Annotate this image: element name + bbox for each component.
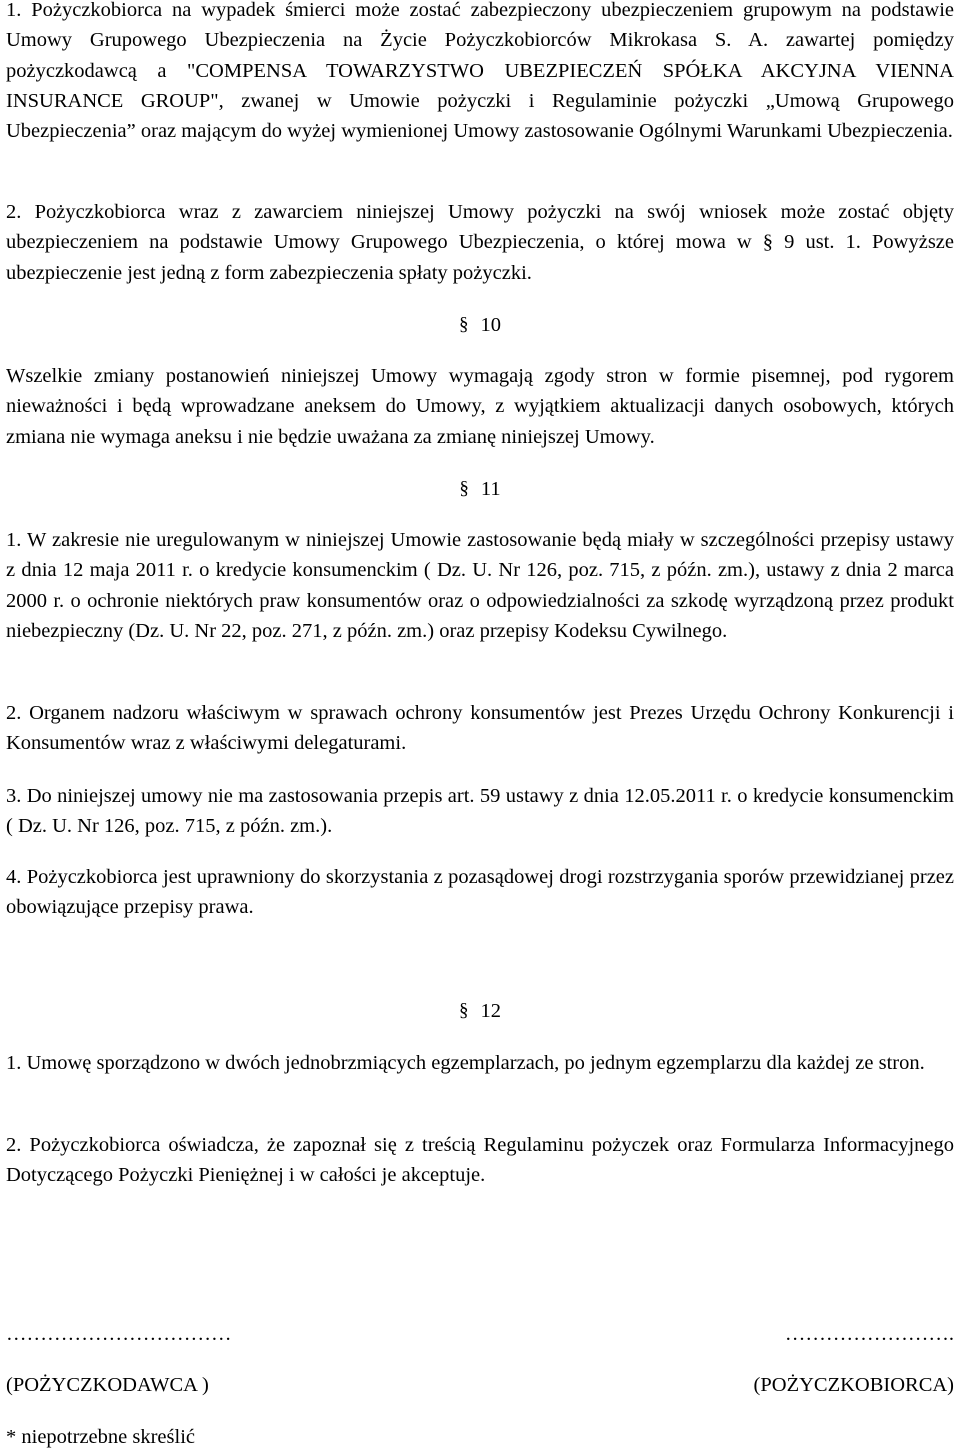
section-12-number: 12	[480, 1000, 501, 1022]
section-sign: §	[459, 1000, 469, 1021]
section-12-item-2: 2. Pożyczkobiorca oświadcza, że zapoznał się z treścią Regulaminu pożyczek oraz Formularza Informacyjnego Dotyczącego Pożyczki Pieniężnej i w całości je akceptuje.	[6, 1134, 954, 1187]
section-10-heading	[6, 310, 954, 340]
signature-label-lender: (POŻYCZKODAWCA )	[6, 1374, 209, 1396]
signature-line-borrower: …………………….	[784, 1323, 954, 1345]
section-11-item-3: 3. Do niniejszej umowy nie ma zastosowania przepis art. 59 ustawy z dnia 12.05.2011 r. o kredycie konsumenckim ( Dz. U. Nr 126, poz. 715, z późn. zm.).	[6, 785, 954, 838]
section-12-heading	[6, 996, 954, 1026]
signature-line-lender: ……………………………	[6, 1323, 232, 1345]
section-sign: §	[459, 314, 469, 335]
section-11-number: 11	[480, 478, 501, 500]
signature-label-borrower: (POŻYCZKOBIORCA)	[753, 1374, 954, 1396]
intro-paragraph-2: 2. Pożyczkobiorca wraz z zawarciem niniejszej Umowy pożyczki na swój wniosek może zostać objęty ubezpieczeniem na podstawie Umowy Grupowego Ubezpieczenia, o której mowa w § 9 ust. 1. Powyższe ubezpieczenie jest jedną z form zabezpieczenia spłaty pożyczki.	[6, 201, 954, 284]
section-11-item-1: 1. W zakresie nie uregulowanym w niniejszej Umowie zastosowanie będą miały w szczególności przepisy ustawy z dnia 12 maja 2011 r. o kredycie konsumenckim ( Dz. U. Nr 126, poz. 715, z późn. zm.), ustawy z dnia 2 marca 2000 r. o ochronie niektórych praw konsumentów oraz o odpowiedzialności za szkodę wyrządzoną przez produkt niebezpieczny (Dz. U. Nr 22, poz. 271, z późn. zm.) oraz przepisy Kodeksu Cywilnego.	[6, 529, 954, 642]
section-12-item-1: 1. Umowę sporządzono w dwóch jednobrzmiących egzemplarzach, po jednym egzemplarzu dla każdej ze stron.	[6, 1052, 925, 1074]
section-11-item-2: 2. Organem nadzoru właściwym w sprawach ochrony konsumentów jest Prezes Urzędu Ochrony Konkurencji i Konsumentów wraz z właściwymi delegaturami.	[6, 702, 954, 755]
footnote-text: * niepotrzebne skreślić	[6, 1426, 195, 1448]
section-10-text: Wszelkie zmiany postanowień niniejszej Umowy wymagają zgody stron w formie pisemnej, pod rygorem nieważności i będą wprowadzane aneksem do Umowy, z wyjątkiem aktualizacji danych osobowych, których zmiana nie wymaga aneksu i nie będzie uważana za zmianę niniejszej Umowy.	[6, 365, 954, 448]
intro-paragraph-1: 1. Pożyczkobiorca na wypadek śmierci może zostać zabezpieczony ubezpieczeniem grupowym na podstawie Umowy Grupowego Ubezpieczenia na Życie Pożyczkobiorców Mikrokasa S. A. zawartej pomiędzy pożyczkodawcą a "COMPENSA TOWARZYSTWO UBEZPIECZEŃ SPÓŁKA AKCYJNA VIENNA INSURANCE GROUP", zwanej w Umowie pożyczki i Regulaminie pożyczki „Umową Grupowego Ubezpieczenia” oraz mającym do wyżej wymienionej Umowy zastosowanie Ogólnymi Warunkami Ubezpieczenia.	[6, 0, 954, 143]
section-11-heading	[6, 474, 954, 504]
section-sign: §	[459, 478, 469, 499]
section-10-number: 10	[480, 314, 501, 336]
section-11-item-4: 4. Pożyczkobiorca jest uprawniony do skorzystania z pozasądowej drogi rozstrzygania sporów przewidzianej przez obowiązujące przepisy prawa.	[6, 866, 954, 919]
